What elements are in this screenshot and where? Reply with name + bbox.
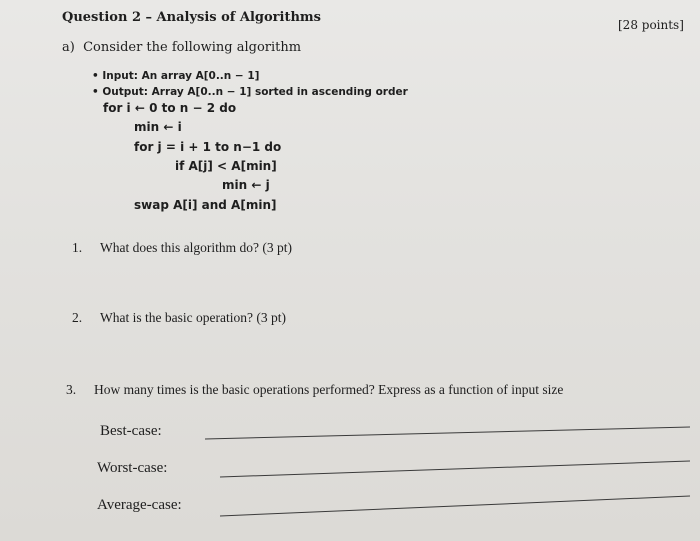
part-a-text: Consider the following algorithm (83, 40, 302, 55)
part-a-label: a) (62, 40, 75, 55)
worst-case-label: Worst-case: (97, 460, 168, 476)
output-label: Output: (102, 86, 149, 98)
bullet-dot-icon: • (92, 70, 103, 82)
question-1-text: What does this algorithm do? (3 pt) (100, 240, 292, 255)
question-title: Question 2 – Analysis of Algorithms (62, 10, 322, 25)
code-line-outer-for: for i ← 0 to n − 2 do (103, 101, 237, 115)
question-3-text: How many times is the basic operations performed? Express as a function of input size (94, 382, 564, 397)
question-2-text: What is the basic operation? (3 pt) (100, 310, 286, 325)
code-line-if: if A[j] < A[min] (175, 159, 277, 173)
input-label: Input: (102, 70, 138, 82)
input-text: An array A[0..n − 1] (141, 70, 260, 82)
best-case-label: Best-case: (100, 423, 162, 439)
code-line-swap: swap A[i] and A[min] (134, 198, 277, 212)
best-case-answer-line[interactable] (205, 427, 690, 439)
code-line-inner-for: for j = i + 1 to n−1 do (134, 140, 282, 154)
bullet-dot-icon: • (92, 86, 103, 98)
question-2-number: 2. (72, 310, 83, 325)
average-case-answer-line[interactable] (220, 496, 690, 516)
code-line-min-update: min ← j (222, 178, 270, 192)
output-text: Array A[0..n − 1] sorted in ascending order (151, 86, 408, 98)
code-line-min-init: min ← i (134, 120, 182, 134)
points-label: [28 points] (618, 18, 684, 32)
question-3-number: 3. (66, 382, 77, 397)
question-1-number: 1. (72, 240, 83, 255)
worst-case-answer-line[interactable] (220, 461, 690, 477)
average-case-label: Average-case: (97, 497, 182, 513)
